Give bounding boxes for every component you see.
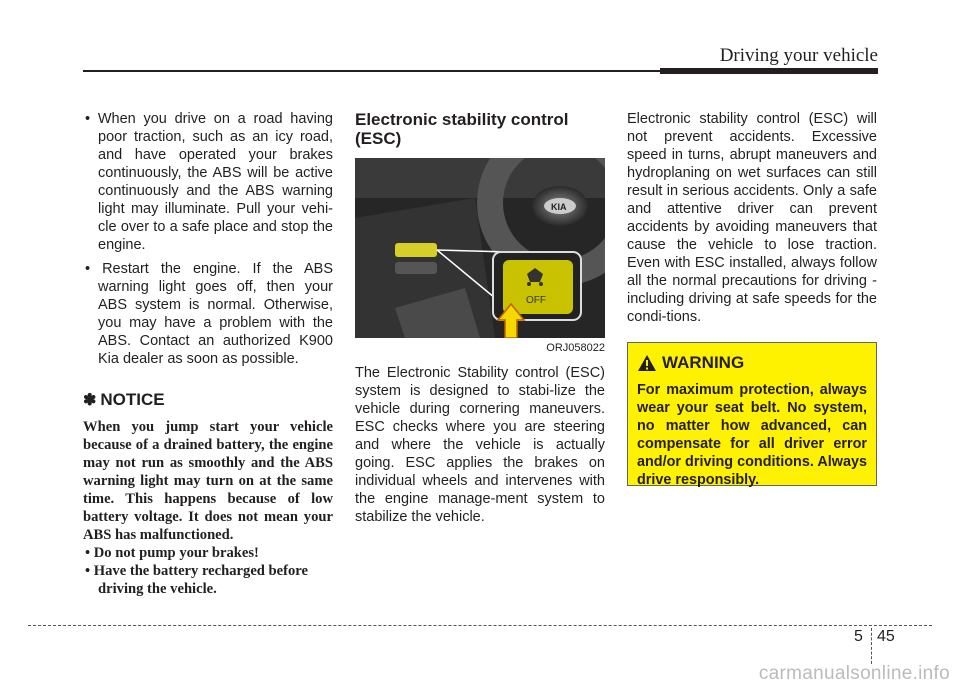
warning-box [627,342,877,486]
column-middle [355,110,605,526]
column-right [627,110,877,486]
header-rule [83,70,660,72]
esc-switch-small [395,243,437,257]
bullet-poor-traction: • When you drive on a road having poor traction, such as an icy road, and have operated your brakes continuously, the ABS will be active continuously and the ABS warning light may illuminate. Pull your vehi-cle over to a safe place and stop the engine. [85,111,333,253]
warning-triangle-icon [637,354,657,372]
notice-item: • Do not pump your brakes! [85,545,259,561]
page-separator [871,628,872,664]
svg-text:KIA: KIA [551,202,567,212]
esc-switch-figure [355,158,605,338]
warning-body: For maximum protection, always wear your seat belt. No system, no matter how advanced, can compensate for all driver error and/or driving conditions. Always drive responsibly. [637,382,867,488]
esc-off-label: OFF [526,295,546,306]
chapter-number: 5 [854,628,863,645]
figure-code: ORJ058022 [546,342,605,354]
bullet-restart-engine: • Restart the engine. If the ABS warning light goes off, then your ABS system is normal. Otherwise, you may have a problem with the ABS. Contact an authorized K900 Kia dealer as soon as possible. [85,261,333,367]
dashboard-illustration [355,158,605,338]
column-left [83,110,333,598]
watermark: carmanualsonline.info [758,663,950,684]
footer-rule [28,625,932,626]
notice-list [83,544,333,598]
esc-limitations: Electronic stability control (ESC) will not prevent accidents. Excessive speed in turns, abrupt maneuvers and hydroplaning on wet surfaces can still result in serious accidents. Only a safe and attentive driver can prevent accidents by avoiding maneuvers that cause the vehicle to lose traction. Even with ESC installed, always follow all the normal precautions for driving - including driving at safe speeds for the condi-tions. [627,111,877,325]
esc-description: The Electronic Stability control (ESC) system is designed to stabi-lize the vehicle during cornering maneuvers. ESC checks where you are steering and where the vehicle is actually going. ESC applies the brakes on individual wheels and intervenes with the engine manage-ment system to stabilize the vehicle. [355,365,605,525]
header-rule-bold [660,68,878,74]
notice-body: When you jump start your vehicle because of a drained battery, the engine may not run as smoothly and the ABS warning light may turn on at the same time. This happens because of low battery voltage. It does not mean your ABS has malfunctioned. [83,419,333,543]
page-number: 45 [877,628,895,645]
running-header: Driving your vehicle [719,45,878,66]
notice-symbol-icon: ✽ [83,392,97,409]
section-title-esc: Electronic stability control (ESC) [355,110,569,148]
notice-heading [83,390,333,410]
notice-title: NOTICE [100,390,165,409]
notice-item: • Have the battery recharged before driving the vehicle. [85,563,309,597]
warning-heading [637,353,867,373]
warning-title: WARNING [662,353,745,372]
